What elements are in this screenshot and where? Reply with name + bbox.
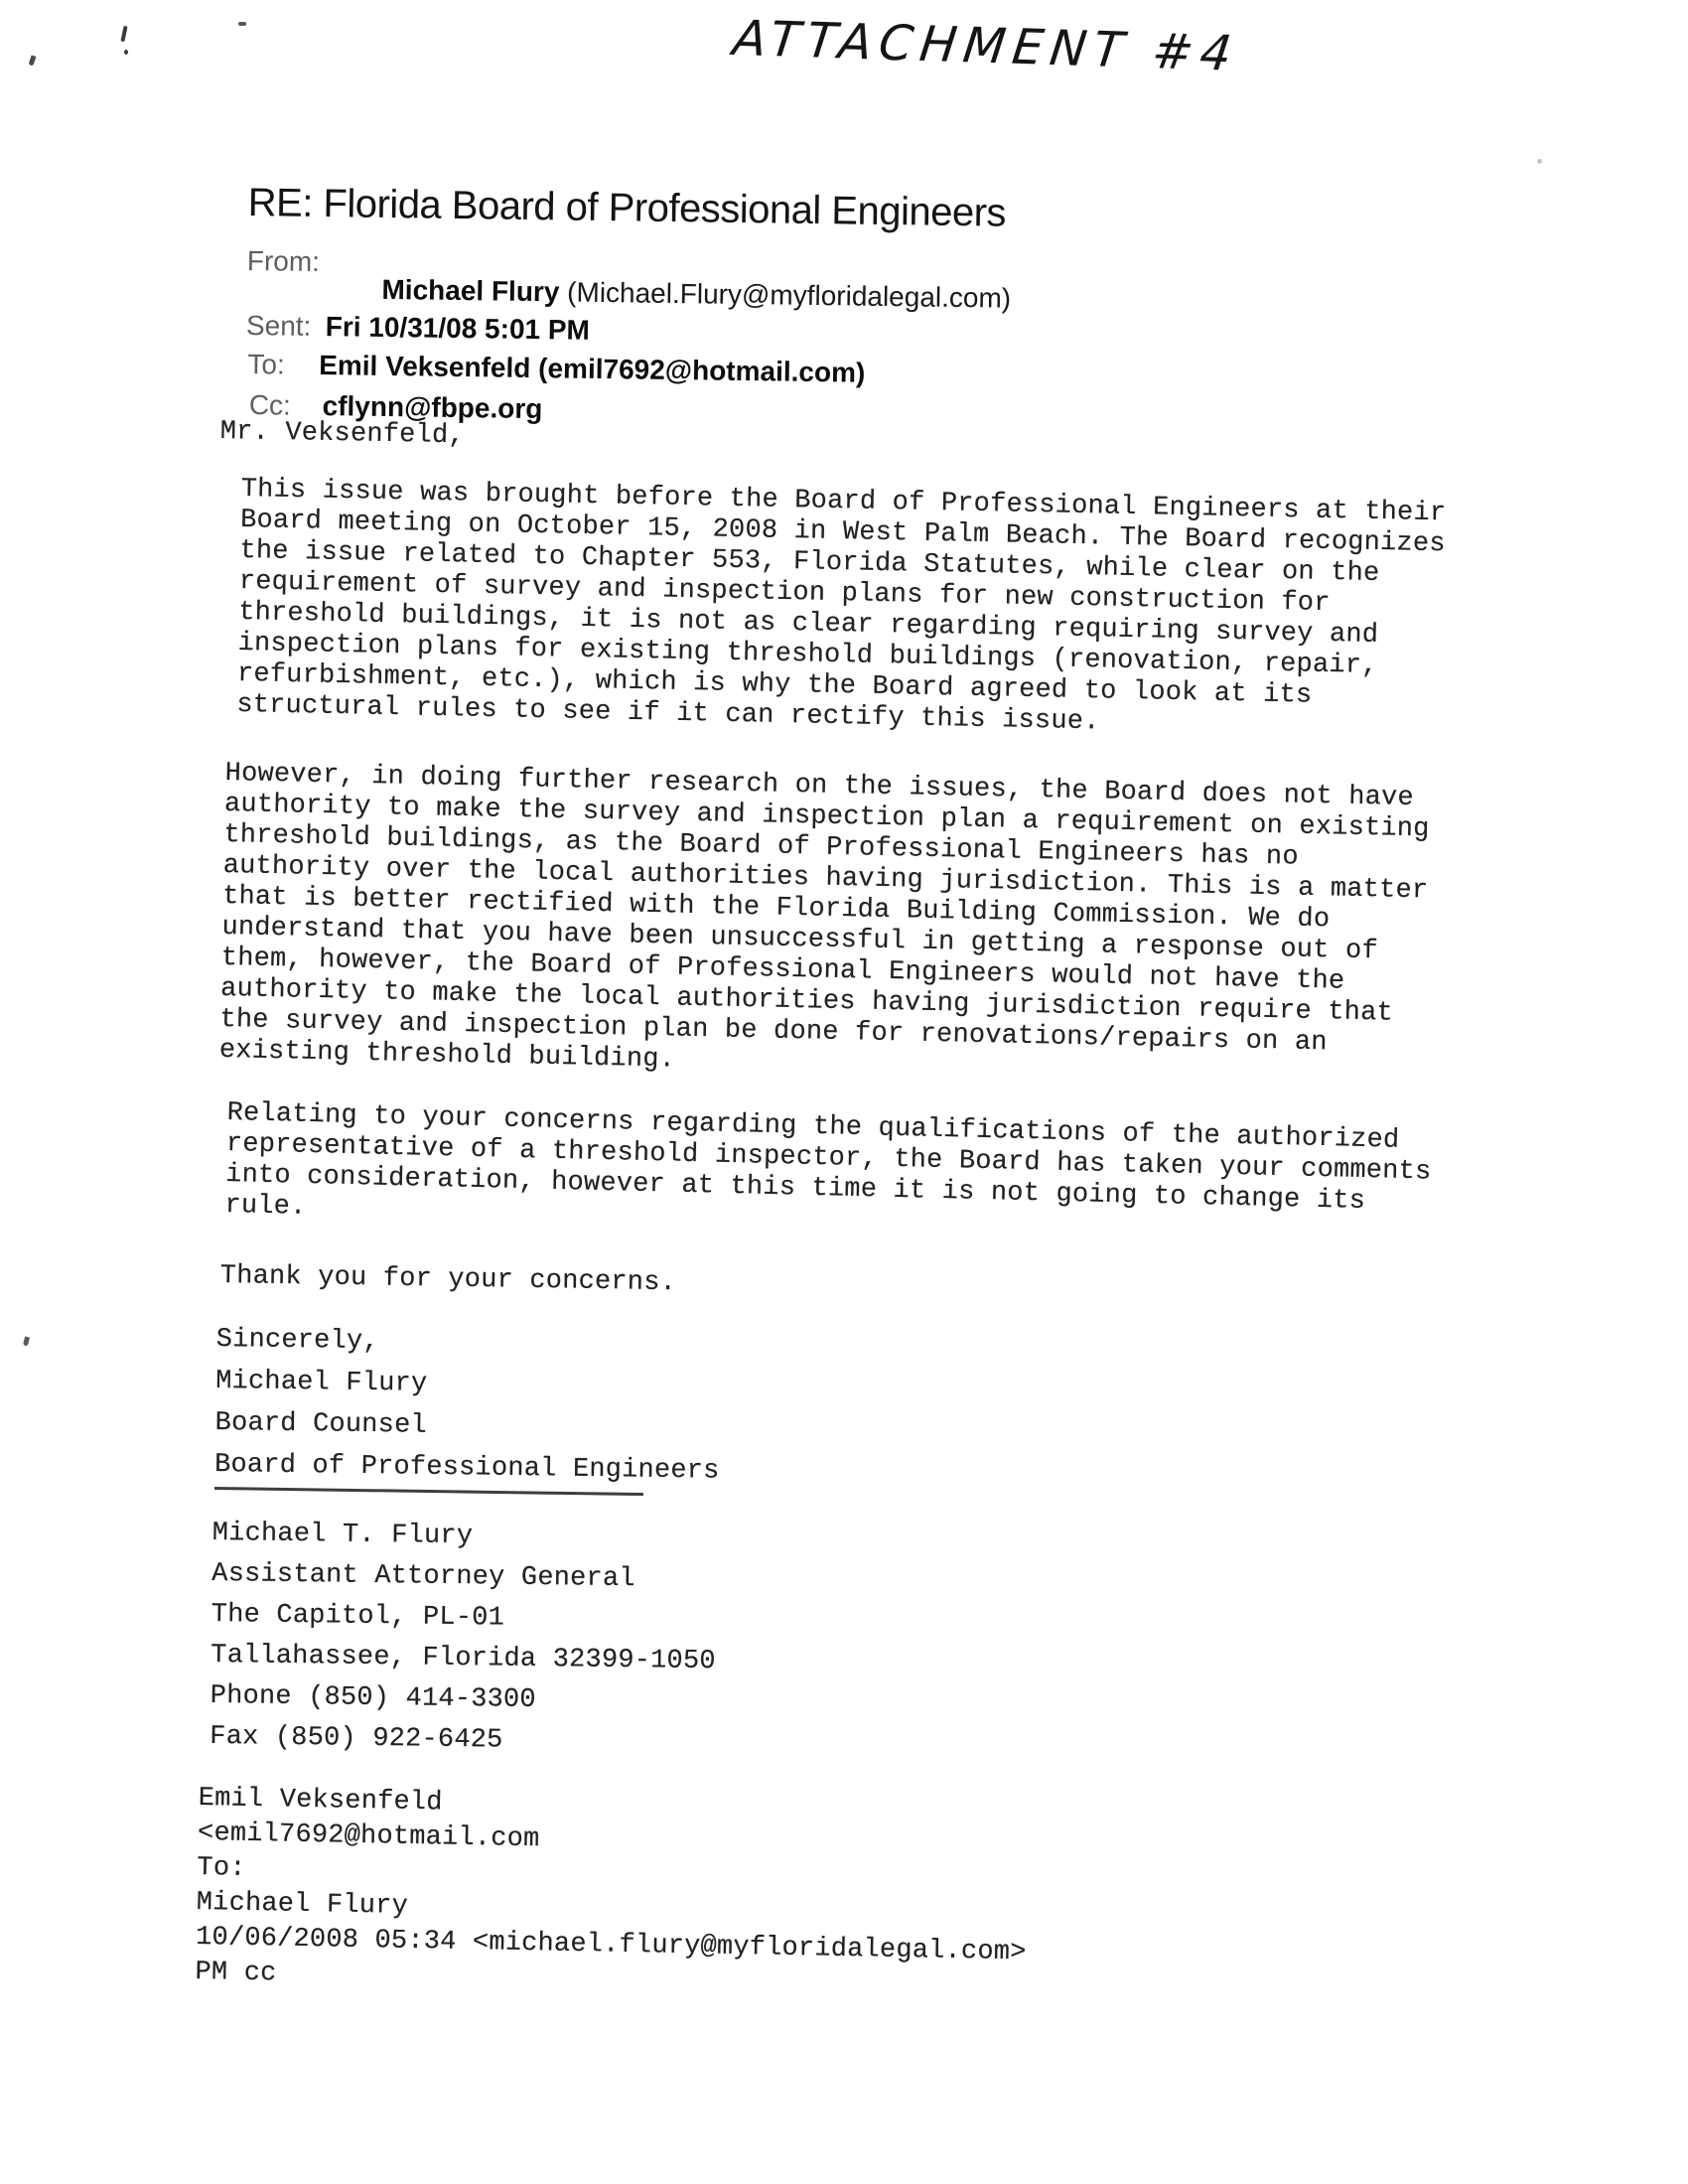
from-label: From: [246,244,321,278]
letter-paragraph-1: This issue was brought before the Board of Professional Engineers at their Board meeting on October 15, 2008 in West Palm Beach. The Board recognizes the issue related to Chapter 553, Florida Statutes, while clear on the requirement of survey and inspection plans for new construction for threshold buildings, it is not as clear regarding requiring survey and inspection plans for existing threshold buildings (renovation, repair, refurbishment, etc.), which is why the Board agreed to look at its structural rules to see if it can rectify this issue. [236,475,1447,738]
from-value-row [381,274,1011,315]
scan-artifact [124,50,128,55]
from-name: Michael Flury [381,273,560,308]
sent-label: Sent: [245,309,312,342]
email-subject: RE: Florida Board of Professional Engineers [247,181,1007,235]
to-value: Emil Veksenfeld (emil7692@hotmail.com) [318,350,866,388]
scan-artifact [238,22,246,26]
signature-block: Michael T. Flury Assistant Attorney General The Capitol, PL-01 Tallahassee, Florida 32399-1050 Phone (850) 414-3300 Fax (850) 922-6425 [210,1518,716,1756]
quoted-message-block: Emil Veksenfeld <emil7692@hotmail.com To: Michael Flury 10/06/2008 05:34 <michael.flury@myfloridalegal.com> PM cc [195,1783,1027,1989]
letter-paragraph-2: However, in doing further research on the issues, the Board does not have authority to make the survey and inspection plan a requirement on existing threshold buildings, as the Board of Professional Engineers has no authority over the local authorities having jurisdiction. This is a matter that is better rectified with the Florida Building Commission. We do understand that you have been unsuccessful in getting a response out of them, however, the Board of Professional Engineers would not have the authority to make the local authorities having jurisdiction require that the survey and inspection plan be done for renovations/repairs on an existing threshold building. [218,759,1430,1076]
attachment-annotation: ATTACHMENT #4 [730,10,1242,82]
from-row [247,245,321,278]
closing-block: Sincerely, Michael Flury Board Counsel Board of Professional Engineers [213,1324,720,1487]
sent-row [246,310,590,347]
scan-artifact [1537,159,1542,164]
cc-value: cflynn@fbpe.org [322,390,543,425]
scan-artifact [120,26,127,42]
from-address: (Michael.Flury@myfloridalegal.com) [566,276,1012,314]
salutation: Mr. Veksenfeld, [219,417,466,452]
letter-paragraph-3: Relating to your concerns regarding the qualifications of the authorized representative of a threshold inspector, the Board has taken your comments into consideration, however at this time it is not going to change its rule. [224,1098,1432,1223]
to-row [247,349,865,389]
thanks-line: Thank you for your concerns. [219,1261,677,1299]
scan-artifact [23,1337,30,1347]
cc-label: Cc: [248,389,292,421]
sent-value: Fri 10/31/08 5:01 PM [325,311,591,346]
to-label: To: [247,349,285,380]
scan-artifact [29,55,37,66]
